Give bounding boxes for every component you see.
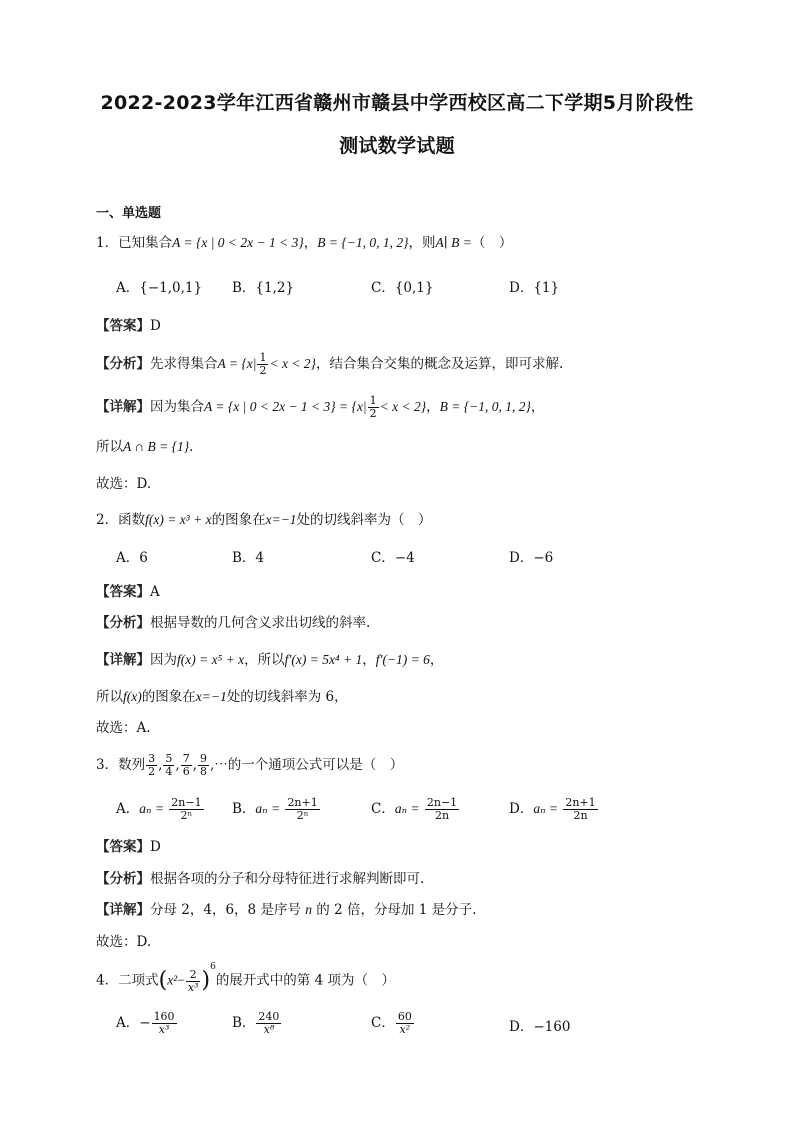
q1-option-c: C．{0,1} (371, 280, 434, 296)
q1-detail-set-a-end: < x < 2} (379, 399, 427, 414)
q3-stem-end: ,⋯的一个通项公式可以是（ ） (209, 757, 404, 773)
option-sign: − (139, 1015, 151, 1031)
q1-period: . (189, 439, 194, 455)
detail-tag: 【详解】 (96, 902, 150, 918)
option-label: C． (371, 1015, 395, 1031)
q1-option-b: B．{1,2} (232, 280, 295, 296)
q1-detail-comma2: ， (530, 399, 545, 415)
q2-fx: f(x) (123, 689, 142, 704)
fraction-numerator: 7 (182, 752, 190, 765)
q1-answer (96, 316, 161, 336)
q4-option-d: D．−160 (509, 1019, 571, 1035)
fraction-numerator: 5 (165, 752, 173, 765)
fraction-denominator: 2 (259, 364, 267, 377)
option-fraction (425, 797, 459, 822)
fraction-numerator: 2 (186, 969, 201, 982)
option-label: A． (116, 1015, 140, 1031)
q1-detail-set-b: B = {−1, 0, 1, 2} (439, 399, 531, 414)
q2-answer-value: A (150, 584, 160, 600)
q2-comma: ， (362, 652, 376, 668)
q1-analysis-text: 先求得集合 (150, 356, 218, 372)
q3-answer (96, 837, 161, 857)
option-label: D． (509, 801, 534, 817)
q2-detail-so: ，所以 (244, 652, 285, 668)
question-1-stem (96, 233, 512, 253)
q4-stem-text: 4．二项式 (96, 972, 159, 989)
fraction-numerator: 2n+1 (565, 796, 596, 809)
q1-analysis (96, 352, 563, 377)
document-title-line2: 测试数学试题 (339, 135, 455, 157)
fraction-numerator: 3 (148, 752, 156, 765)
q1-set-a: A = {x | 0 < 2x − 1 < 3} (172, 235, 304, 250)
answer-tag: 【答案】 (96, 584, 150, 600)
q1-detail (96, 395, 544, 420)
question-2-stem (96, 510, 432, 530)
option-label: B． (232, 801, 256, 817)
q3-stem-text: 3．数列 (96, 757, 146, 773)
option-fraction (285, 797, 319, 822)
q4-option-a (116, 1011, 178, 1036)
q2-answer (96, 582, 160, 602)
q1-comma: ， (303, 235, 318, 251)
q3-analysis (96, 869, 424, 889)
fraction-denominator: 4 (165, 765, 173, 778)
q1-conclusion (96, 437, 193, 457)
q3-answer-value: D (150, 839, 161, 855)
q2-text: 的图象在 (141, 689, 196, 705)
q2-choose: 故选：A. (96, 720, 151, 736)
analysis-tag: 【分析】 (96, 356, 150, 372)
q3-detail-tail: 的 2 倍，分母加 1 是分子. (316, 902, 477, 918)
fraction-numerator: 1 (259, 351, 267, 364)
q4-exponent: 6 (210, 962, 216, 972)
q1-result: A ∩ B = {1} (123, 439, 190, 454)
q2-option-c: C．−4 (371, 550, 415, 566)
q2-point: x=−1 (265, 512, 297, 527)
detail-tag: 【详解】 (96, 399, 150, 415)
option-fraction (563, 797, 597, 822)
fraction-numerator: 2n+1 (287, 796, 318, 809)
fraction-numerator: 2n−1 (426, 796, 458, 809)
option-label: C． (371, 801, 395, 817)
q2-derivative-value: f′(−1) = 6 (375, 652, 430, 667)
q4-stem-end: 的展开式中的第 4 项为（ ） (215, 972, 395, 989)
q2-text-end: 处的切线斜率为 6， (226, 689, 348, 705)
document-title-line1: 2022-2023学年江西省赣州市赣县中学西校区高二下学期5月阶段性 (100, 92, 694, 114)
q3-option-a (116, 797, 205, 822)
q3-option-c (371, 797, 460, 822)
q1-option-d: D．{1} (509, 280, 560, 296)
fraction-denominator: x⁸ (263, 1023, 275, 1036)
fraction-denominator: 2 (369, 407, 377, 420)
q2-function: f(x) = x³ + x (145, 512, 212, 527)
q1-set-b: B = {−1, 0, 1, 2} (317, 235, 409, 250)
q2-option-d: D．−6 (509, 550, 554, 566)
fraction-denominator: 2n (434, 809, 450, 822)
q1-analysis-fraction (257, 352, 268, 377)
q2-analysis (96, 613, 370, 633)
option-fraction (256, 1011, 281, 1036)
right-paren: ) (201, 968, 211, 993)
q4-term-a: x² (167, 972, 178, 988)
q4-option-c (371, 1011, 415, 1036)
fraction-denominator: 2ⁿ (180, 809, 193, 822)
fraction-numerator: 240 (258, 1010, 280, 1023)
q1-intersection: A∣ B = (435, 235, 472, 250)
q1-detail-comma: ， (426, 399, 440, 415)
q2-point: x=−1 (195, 689, 227, 704)
q1-then: ，则 (408, 235, 436, 251)
answer-tag: 【答案】 (96, 839, 150, 855)
left-paren: ( (158, 968, 168, 993)
q2-option-a: A．6 (116, 550, 148, 566)
option-lhs: aₙ = (255, 801, 281, 816)
question-3-stem: 3．数列 $\frac{3}{2}$ , $\frac{5}{4}$ , $\frac{7}{6}$ , $\frac{9}{8}$ ,⋯的一个通项公式可以是（ ） (96, 752, 404, 778)
q4-option-b (232, 1011, 282, 1036)
q2-comma2: ， (429, 652, 444, 668)
fraction-denominator: 2ⁿ (296, 809, 309, 822)
fraction-denominator: x² (399, 1023, 411, 1036)
q1-answer-value: D (150, 318, 161, 334)
fraction-denominator: 2 (148, 765, 156, 778)
q1-so: 所以 (96, 439, 123, 455)
q1-choose: 故选：D. (96, 476, 152, 492)
q2-option-b: B．4 (232, 550, 265, 566)
q1-detail-fraction (368, 395, 379, 420)
q4-term-b (186, 969, 201, 994)
detail-tag: 【详解】 (96, 652, 150, 668)
q3-detail-text: 分母 2，4，6，8 是序号 (150, 902, 301, 918)
q2-derivative: f′(x) = 5x⁴ + 1 (284, 652, 363, 667)
q3-option-b (232, 797, 321, 822)
analysis-tag: 【分析】 (96, 615, 150, 631)
q4-minus: − (177, 972, 185, 988)
option-lhs: aₙ = (139, 801, 164, 816)
option-lhs: aₙ = (394, 801, 420, 816)
q3-option-d (509, 797, 599, 822)
q2-so: 所以 (96, 689, 123, 705)
section-heading: 一、单选题 (96, 206, 162, 221)
q1-analysis-set-end: < x < 2} (269, 356, 316, 371)
option-label: A． (116, 801, 140, 817)
fraction-denominator: 6 (182, 765, 190, 778)
fraction-numerator: 60 (397, 1010, 412, 1023)
q3-detail (96, 900, 476, 920)
q1-detail-text: 因为集合 (150, 399, 204, 415)
option-fraction (152, 1011, 177, 1036)
answer-tag: 【答案】 (96, 318, 150, 334)
q1-analysis-tail: ，结合集合交集的概念及运算，即可求解. (315, 356, 564, 372)
fraction-denominator: x³ (158, 1023, 170, 1036)
fraction-numerator: 1 (369, 394, 377, 407)
option-lhs: aₙ = (533, 801, 559, 816)
question-4-stem (96, 962, 395, 994)
fraction-denominator: x³ (187, 980, 199, 994)
q3-n: n (305, 902, 312, 917)
option-fraction (396, 1011, 414, 1036)
q1-option-a: A．{−1,0,1} (116, 280, 203, 296)
q3-term-1 (146, 753, 157, 778)
q3-term-2 (163, 753, 174, 778)
q1-blank: （ ） (471, 235, 513, 251)
analysis-tag: 【分析】 (96, 871, 150, 887)
q3-analysis-text: 根据各项的分子和分母特征进行求解判断即可. (150, 871, 425, 887)
fraction-denominator: 2n (573, 809, 588, 822)
q2-detail (96, 650, 443, 670)
q2-analysis-text: 根据导数的几何含义求出切线的斜率. (150, 615, 371, 631)
q2-stem-text: 2．函数 (96, 512, 146, 528)
fraction-numerator: 9 (199, 752, 207, 765)
option-fraction (169, 797, 203, 822)
q3-term-3 (181, 753, 192, 778)
fraction-numerator: 160 (153, 1010, 175, 1023)
q2-text-end: 处的切线斜率为（ ） (296, 512, 432, 528)
q3-term-4 (198, 753, 209, 778)
fraction-denominator: 8 (199, 765, 207, 778)
option-label: B． (232, 1015, 256, 1031)
fraction-numerator: 2n−1 (171, 796, 202, 809)
q2-detail-text: 因为 (150, 652, 177, 668)
q1-analysis-set: A = {x| (217, 356, 257, 371)
q1-detail-set-a: A = {x | 0 < 2x − 1 < 3} = {x| (204, 399, 367, 414)
q3-choose: 故选：D. (96, 934, 152, 950)
q1-stem-text: 1．已知集合 (96, 235, 173, 251)
q2-conclusion (96, 687, 348, 707)
q2-detail-function: f(x) = x⁵ + x (177, 652, 245, 667)
q2-text: 的图象在 (211, 512, 266, 528)
